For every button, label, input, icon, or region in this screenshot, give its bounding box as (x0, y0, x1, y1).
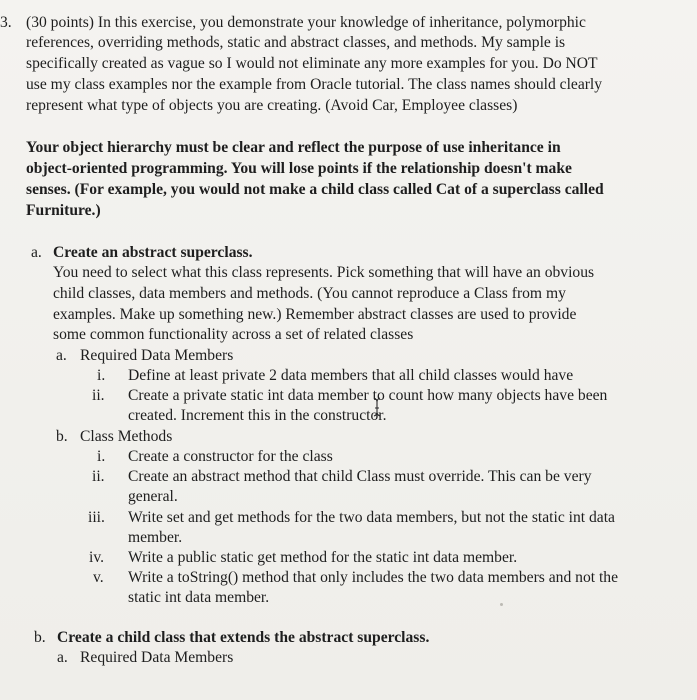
stray-mark (500, 603, 503, 606)
part-b-marker: b. (34, 629, 46, 646)
sub-b-item-3-line-1: Write set and get methods for the two data members, but not the static int data (128, 509, 615, 526)
emphasis-line-2: object-oriented programming. You will lose points if the relationship doesn't make (26, 160, 572, 177)
sub-b-item-1-marker: i. (97, 448, 106, 465)
part-a-line-3: examples. Make up something new.) Remember abstract classes are used to provide (53, 306, 577, 323)
question-line-1: (30 points) In this exercise, you demonstrate your knowledge of inheritance, polymorphic (26, 14, 586, 31)
sub-a-item-1-marker: i. (97, 367, 106, 384)
sub-b-label: Class Methods (80, 428, 173, 445)
sub-b-item-2-line-2: general. (128, 488, 178, 505)
sub-b-marker: b. (56, 428, 68, 445)
sub-b-item-1-line-1: Create a constructor for the class (128, 448, 333, 465)
question-line-4: use my class examples nor the example from Oracle tutorial. The class names should clearly (26, 76, 603, 93)
part-b-heading: Create a child class that extends the abstract superclass. (57, 629, 430, 646)
part-a-marker: a. (31, 244, 42, 261)
sub-a-item-1-line-1: Define at least private 2 data members that all child classes would have (128, 367, 574, 384)
sub-a-item-2-marker: ii. (92, 387, 105, 404)
question-line-3: specifically created as vague so I would not eliminate any more examples for you. Do NOT (26, 55, 598, 72)
sub-b-item-5-line-1: Write a toString() method that only includes the two data members and not the (128, 569, 619, 586)
part-a-line-4: some common functionality across a set of related classes (53, 326, 414, 343)
part-b-sub-a-label: Required Data Members (80, 649, 234, 666)
text-cursor-icon (372, 396, 382, 418)
sub-b-item-2-marker: ii. (92, 468, 105, 485)
emphasis-line-4: Furniture.) (26, 202, 101, 219)
part-a-line-2: child classes, data members and methods. (You cannot reproduce a Class from my (53, 285, 566, 302)
part-b-sub-a-marker: a. (57, 649, 68, 666)
part-a-heading: Create an abstract superclass. (53, 244, 253, 261)
sub-a-marker: a. (56, 347, 67, 364)
sub-a-item-2-line-1: Create a private static int data member to count how many objects have been (128, 387, 608, 404)
sub-b-item-4-line-1: Write a public static get method for the static int data member. (128, 549, 518, 566)
sub-b-item-3-marker: iii. (88, 509, 105, 526)
sub-b-item-5-line-2: static int data member. (128, 589, 270, 606)
sub-b-item-4-marker: iv. (89, 549, 105, 566)
sub-a-label: Required Data Members (80, 347, 234, 364)
sub-a-item-2-line-2: created. Increment this in the constructor. (128, 407, 387, 424)
emphasis-line-1: Your object hierarchy must be clear and reflect the purpose of use inheritance in (26, 139, 561, 156)
question-line-5: represent what type of objects you are creating. (Avoid Car, Employee classes) (26, 97, 518, 114)
emphasis-line-3: senses. (For example, you would not make a child class called Cat of a superclass called (26, 181, 604, 198)
sub-b-item-5-marker: v. (93, 569, 104, 586)
part-a-line-1: You need to select what this class represents. Pick something that will have an obvious (53, 264, 595, 281)
sub-b-item-3-line-2: member. (128, 529, 183, 546)
sub-b-item-2-line-1: Create an abstract method that child Class must override. This can be very (128, 468, 592, 485)
question-line-2: references, overriding methods, static and abstract classes, and methods. My sample is (26, 34, 566, 51)
question-number: 3. (0, 14, 12, 31)
